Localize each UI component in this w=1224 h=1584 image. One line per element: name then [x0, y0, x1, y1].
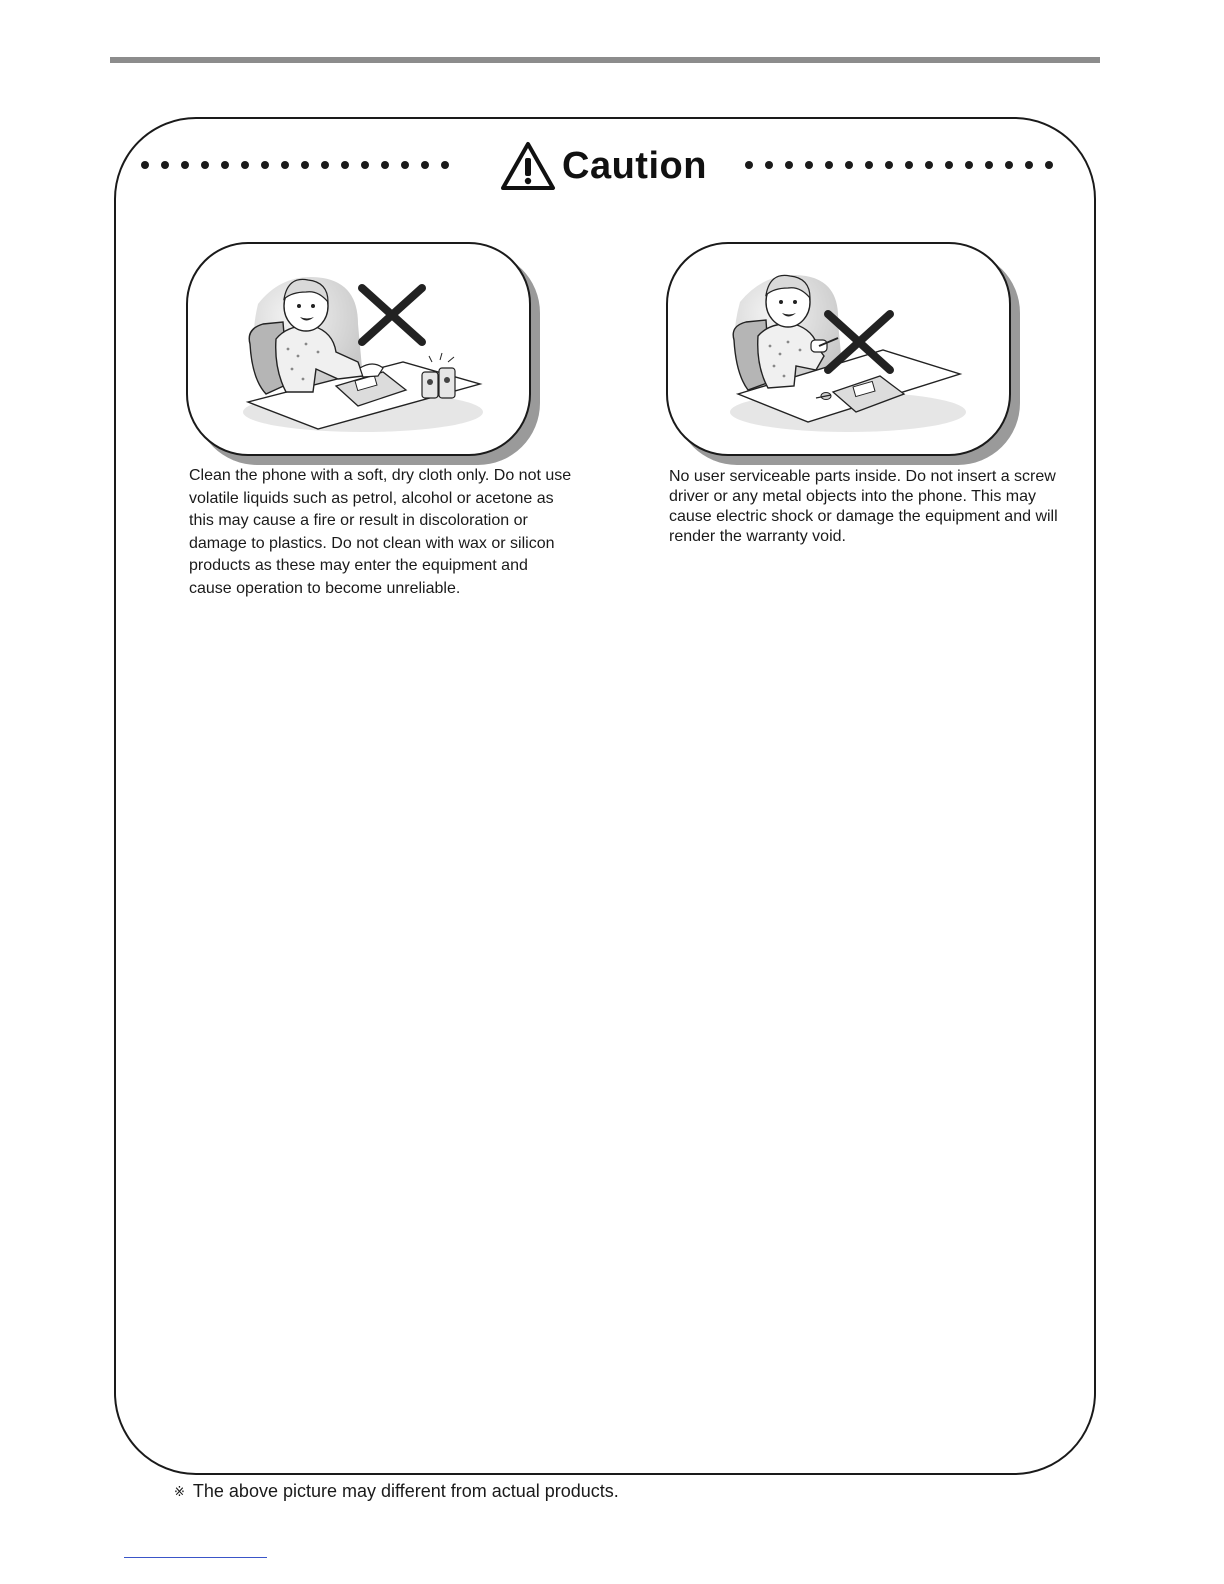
footnote — [174, 1481, 619, 1502]
boy-screwdriver-phone-icon — [668, 244, 1011, 456]
illustration-frame — [666, 242, 1011, 456]
caution-heading — [0, 138, 1224, 194]
caution-text-no-user-parts: No user serviceable parts inside. Do not insert a screw driver or any metal objects into the phone. This may cause electric shock or damage the equipment and will render the warranty void. — [669, 468, 1058, 545]
warning-triangle-icon — [500, 141, 556, 191]
dot-leader-right — [745, 158, 1065, 172]
dot-leader-left — [141, 158, 461, 172]
page-title: Caution — [562, 144, 707, 187]
reference-mark-icon: ※ — [174, 1485, 185, 1500]
footnote-text: The above picture may different from actual products. — [192, 1481, 619, 1501]
caution-text-cleaning: Clean the phone with a soft, dry cloth only. Do not use volatile liquids such as petrol, alcohol or acetone as this may cause a fire or result in discoloration or damage to plastics. Do not clean with wax or silicon products as these may enter the equipment and cause operation to become unreliable. — [189, 467, 572, 597]
header-rule — [110, 57, 1100, 63]
boy-cleaning-phone-icon — [188, 244, 531, 456]
caution-title — [500, 138, 707, 194]
illustration-screwdriver — [666, 242, 1011, 456]
illustration-frame — [186, 242, 531, 456]
footer-link-rule — [124, 1557, 267, 1558]
illustration-cleaning — [186, 242, 531, 456]
